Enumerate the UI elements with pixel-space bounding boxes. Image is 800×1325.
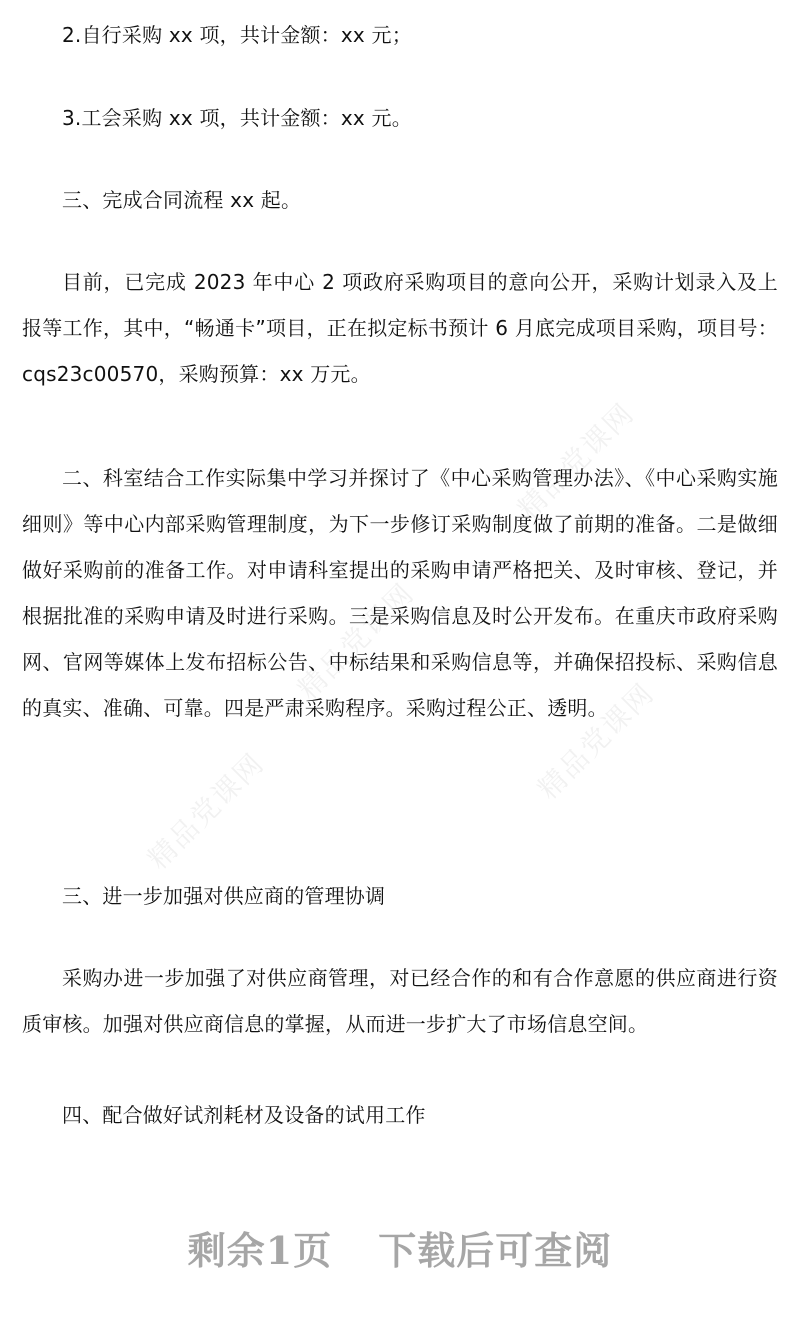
paragraph-department-study: 二、科室结合工作实际集中学习并探讨了《中心采购管理办法》、《中心采购实施细则》等中心内部采购管理制度，为下一步修订采购制度做了前期的准备。二是做细做好采购前的准备工作。对申请科室提出的采购申请严格把关、及时审核、登记，并根据批准的采购申请及时进行采购。三是采购信息及时公开发布。在重庆市政府采购网、官网等媒体上发布招标公告、中标结果和采购信息等，并确保招投标、采购信息的真实、准确、可靠。四是严肃采购程序。采购过程公正、透明。 (22, 466, 778, 720)
watermark-text: 精品党课网 (291, 576, 421, 706)
section-heading-trial-work: 四、配合做好试剂耗材及设备的试用工作 (62, 1103, 426, 1127)
watermark-text: 精品党课网 (141, 746, 271, 876)
paragraph-union-procurement: 3.工会采购 xx 项，共计金额：xx 元。 (62, 106, 412, 130)
download-banner[interactable] (0, 1220, 800, 1275)
paragraph-contract-process: 三、完成合同流程 xx 起。 (62, 188, 302, 212)
watermark-text: 精品党课网 (531, 676, 661, 806)
paragraph-supplier-management: 采购办进一步加强了对供应商管理，对已经合作的和有合作意愿的供应商进行资质审核。加强对供应商信息的掌握，从而进一步扩大了市场信息空间。 (22, 966, 778, 1036)
section-heading-supplier: 三、进一步加强对供应商的管理协调 (62, 884, 386, 908)
paragraph-current-progress: 目前，已完成 2023 年中心 2 项政府采购项目的意向公开，采购计划录入及上报等工作，其中，“畅通卡”项目，正在拟定标书预计 6 月底完成项目采购，项目号：cqs23c00570，采购预算：xx 万元。 (22, 270, 778, 386)
watermark-text: 精品党课网 (511, 396, 641, 526)
paragraph-self-procurement: 2.自行采购 xx 项，共计金额：xx 元； (62, 23, 412, 47)
download-to-view-label: 下载后可查阅 (378, 1228, 613, 1273)
remaining-pages-label: 剩余1页 (187, 1228, 333, 1273)
